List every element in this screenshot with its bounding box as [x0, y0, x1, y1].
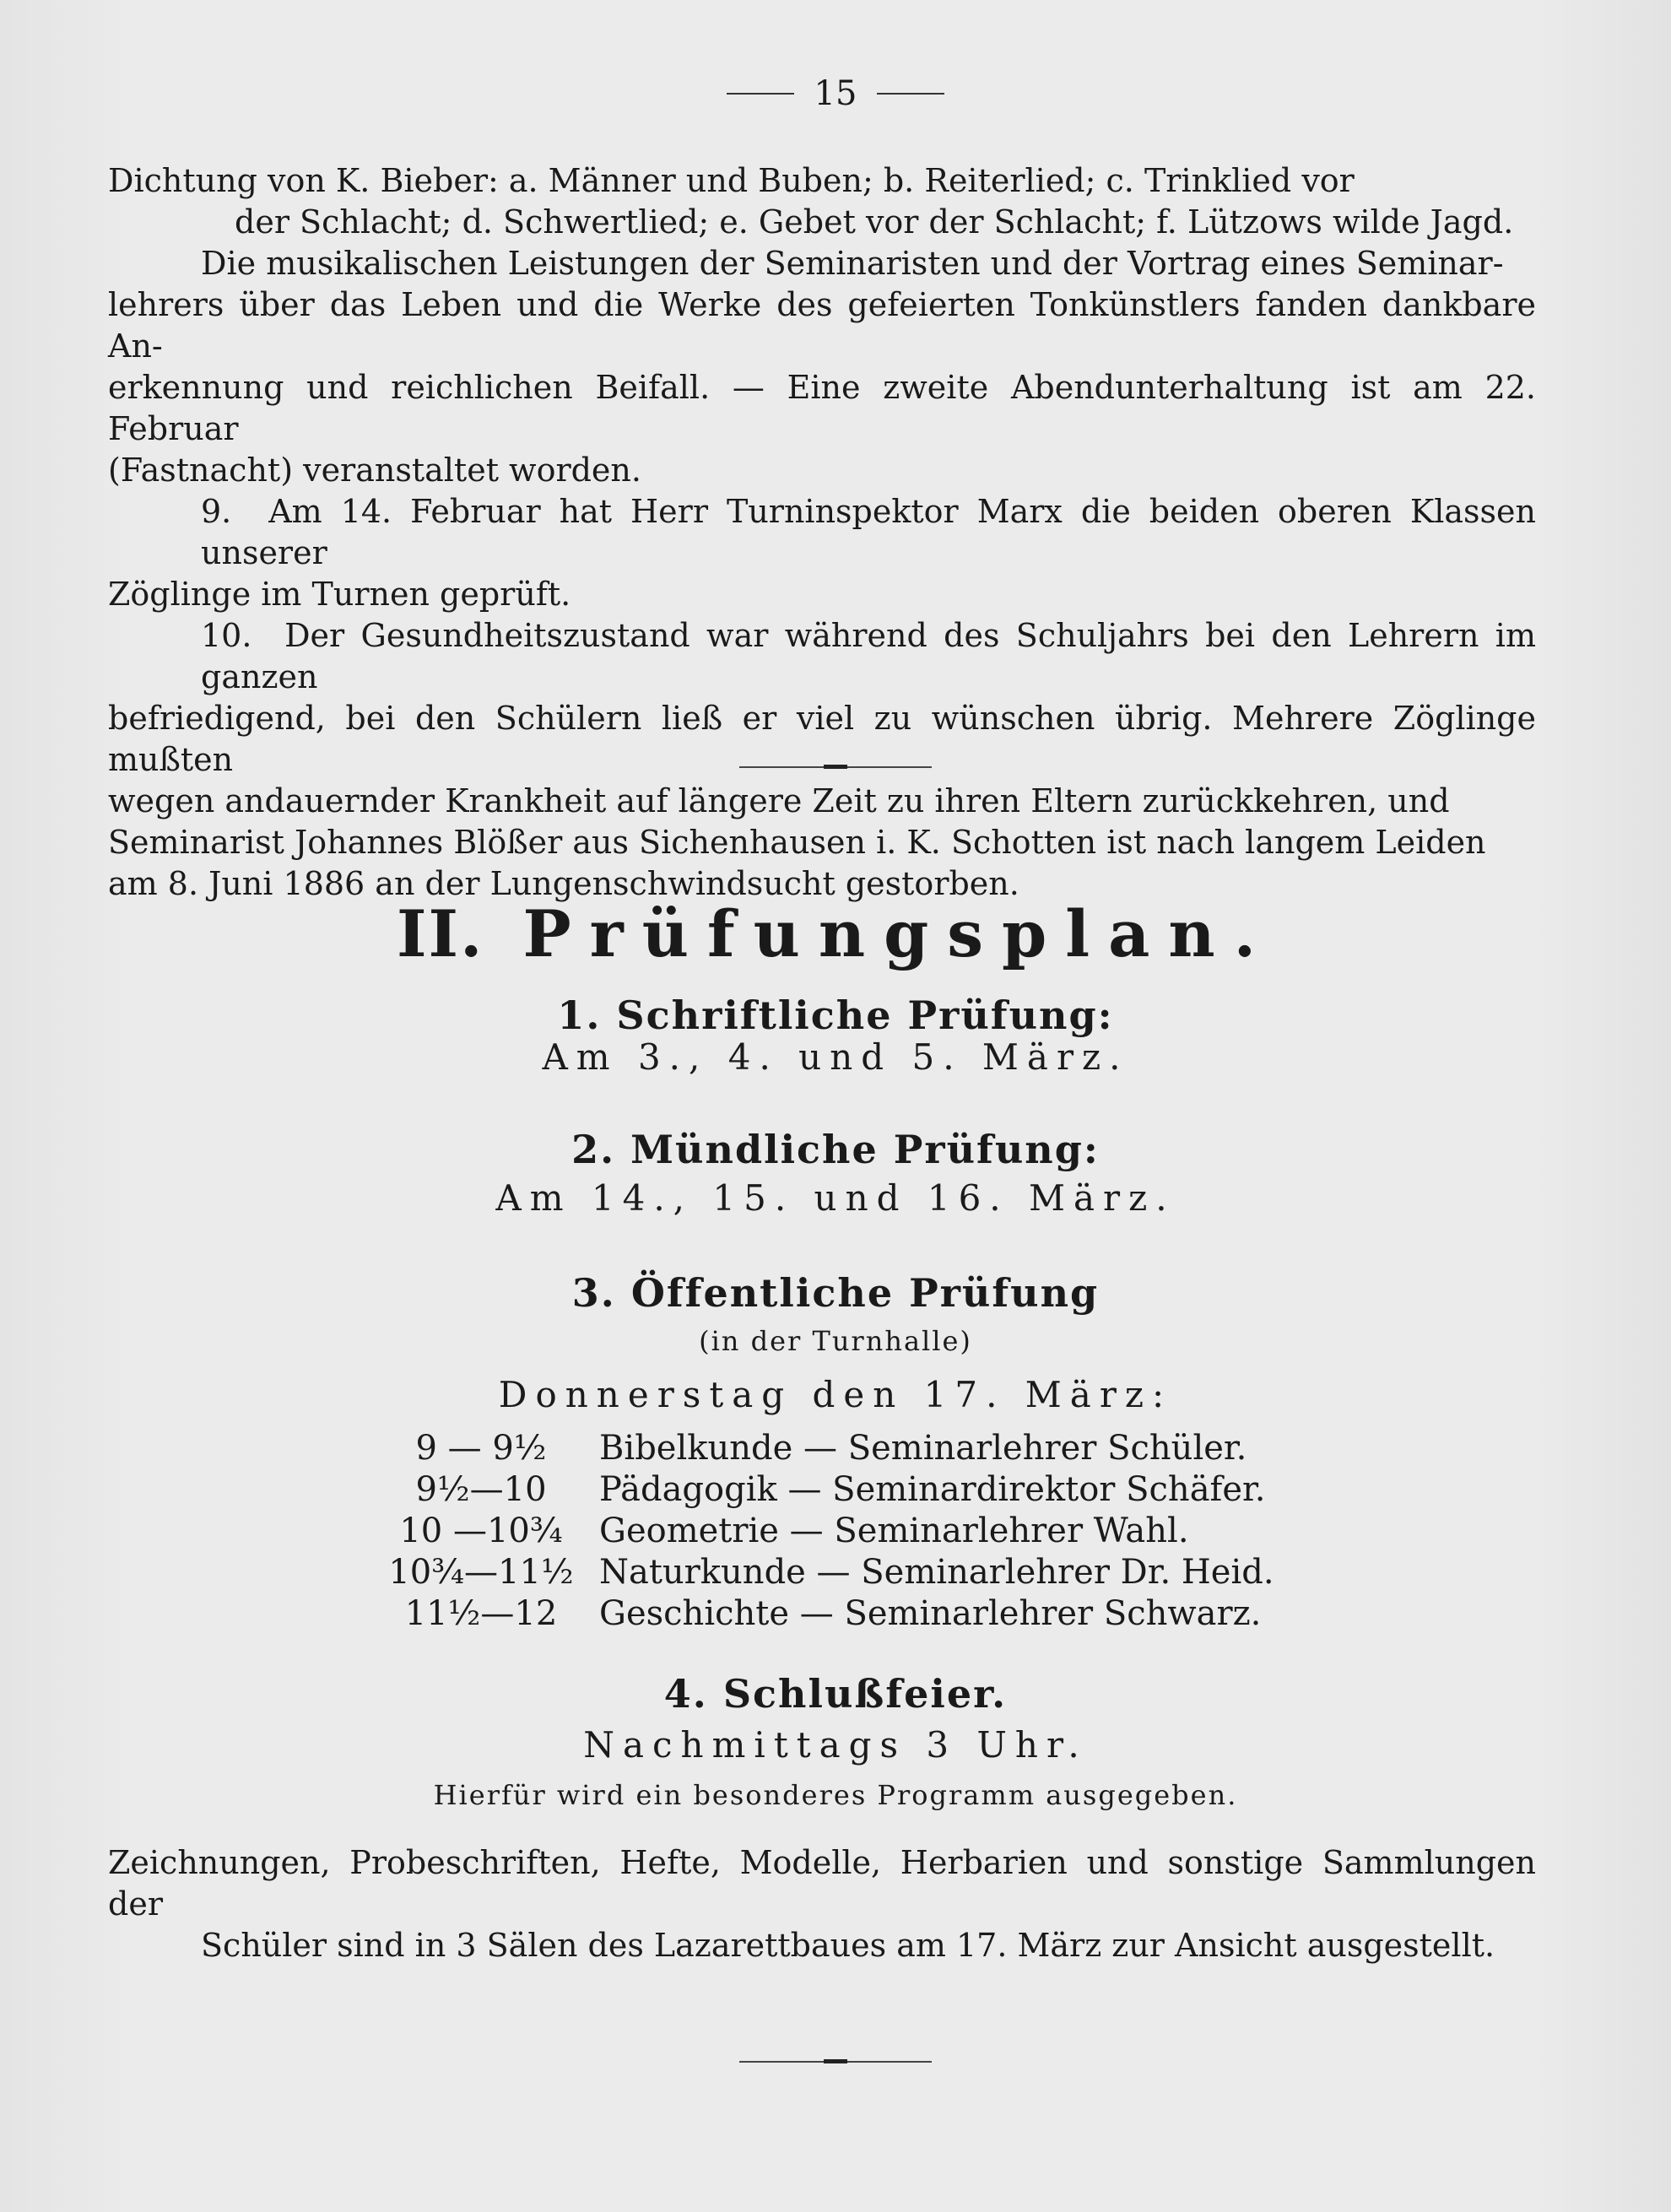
closing-paragraph [108, 1842, 1536, 1966]
text-line: Seminarist Johannes Blößer aus Sichenhausen i. K. Schotten ist nach langem Leiden [108, 824, 1486, 861]
text-line: am 8. Juni 1886 an der Lungenschwindsucht gestorben. [108, 865, 1019, 902]
text-line: Schüler sind in 3 Sälen des Lazarettbaues am 17. März zur Ansicht ausgestellt. [201, 1927, 1495, 1964]
schedule-time: 11½—12 [404, 1594, 558, 1633]
schedule-row [363, 1469, 1333, 1511]
text-line [108, 615, 1536, 698]
public-exam-heading: 3. Öffentliche Prüfung [571, 1270, 1100, 1316]
text-line: (Fastnacht) veranstaltet worden. [108, 452, 641, 489]
written-exam-date: Am 3., 4. und 5. März. [542, 1036, 1129, 1078]
divider-ornament [0, 2052, 1671, 2069]
paragraph-9 [108, 491, 1536, 615]
text-line: Zöglinge im Turnen geprüft. [108, 576, 571, 613]
paragraph-continuation [108, 160, 1536, 243]
text-line: Dichtung von K. Bieber: a. Männer und Buben; b. Reiterlied; c. Trinklied vor [108, 162, 1355, 199]
divider-line [739, 766, 824, 768]
divider-line [847, 2061, 932, 2063]
text-line [108, 491, 1536, 574]
written-exam-heading: 1. Schriftliche Prüfung: [557, 992, 1114, 1038]
section-title [0, 896, 1671, 971]
text-line: der Schlacht; d. Schwertlied; e. Gebet vor der Schlacht; f. Lützows wilde Jagd. [235, 203, 1514, 241]
schedule-time: 9½—10 [415, 1470, 547, 1509]
text-line: wegen andauernder Krankheit auf längere Zeit zu ihren Eltern zurückkehren, und [108, 782, 1450, 819]
text-line: erkennung und reichlichen Beifall. — Eine zweite Abendunterhaltung ist am 22. Februar [108, 369, 1536, 447]
section-numeral: II. [396, 896, 484, 971]
page-number: 15 [814, 74, 857, 113]
divider-ornament [0, 758, 1671, 774]
public-exam-date: Donnerstag den 17. März: [498, 1374, 1173, 1415]
text-line: Zeichnungen, Probeschriften, Hefte, Modelle, Herbarien und sonstige Sammlungen der [108, 1844, 1536, 1923]
schedule-subject: Geschichte — Seminarlehrer Schwarz. [599, 1594, 1262, 1633]
page-header [0, 74, 1671, 113]
divider-line [739, 2061, 824, 2063]
closing-ceremony-note: Hierfür wird ein besonderes Programm ausgegeben. [433, 1779, 1238, 1811]
text-line-content: Der Gesundheitszustand war während des Schuljahrs bei den Lehrern im ganzen [201, 617, 1536, 695]
exam-schedule [363, 1428, 1333, 1635]
closing-ceremony-time: Nachmittags 3 Uhr. [583, 1724, 1088, 1766]
schedule-time: 9 — 9½ [415, 1429, 547, 1468]
text-line: Die musikalischen Leistungen der Seminaristen und der Vortrag eines Seminar- [201, 245, 1504, 282]
divider-line [847, 766, 932, 768]
text-line: befriedigend, bei den Schülern ließ er viel zu wünschen übrig. Mehrere Zöglinge mußten [108, 700, 1536, 778]
schedule-subject: Geometrie — Seminarlehrer Wahl. [599, 1512, 1189, 1550]
text-line-content: Am 14. Februar hat Herr Turninspektor Marx die beiden oberen Klassen unserer [201, 493, 1536, 571]
schedule-row [363, 1428, 1333, 1469]
schedule-subject: Pädagogik — Seminardirektor Schäfer. [599, 1470, 1266, 1509]
schedule-subject: Naturkunde — Seminarlehrer Dr. Heid. [599, 1553, 1274, 1592]
text-line: lehrers über das Leben und die Werke des gefeierten Tonkünstlers fanden dankbare An- [108, 286, 1536, 365]
paragraph-number: 10. [201, 617, 252, 654]
public-exam-note: (in der Turnhalle) [699, 1325, 972, 1357]
oral-exam-date: Am 14., 15. und 16. März. [495, 1177, 1176, 1219]
schedule-time: 10 —10¾ [399, 1512, 563, 1550]
schedule-row [363, 1593, 1333, 1635]
paragraph-music [108, 243, 1536, 491]
schedule-time: 10¾—11½ [388, 1553, 574, 1592]
section-title-word: Prüfungsplan. [522, 896, 1275, 971]
schedule-row [363, 1511, 1333, 1552]
schedule-row [363, 1552, 1333, 1593]
divider-center [824, 2059, 847, 2063]
paragraph-number: 9. [201, 493, 232, 530]
body-text [108, 160, 1536, 905]
schedule-subject: Bibelkunde — Seminarlehrer Schüler. [599, 1429, 1247, 1468]
closing-ceremony-heading: 4. Schlußfeier. [663, 1671, 1008, 1717]
oral-exam-heading: 2. Mündliche Prüfung: [571, 1127, 1100, 1172]
divider-center [824, 765, 847, 769]
header-rule-left [727, 93, 794, 95]
header-rule-right [877, 93, 944, 95]
